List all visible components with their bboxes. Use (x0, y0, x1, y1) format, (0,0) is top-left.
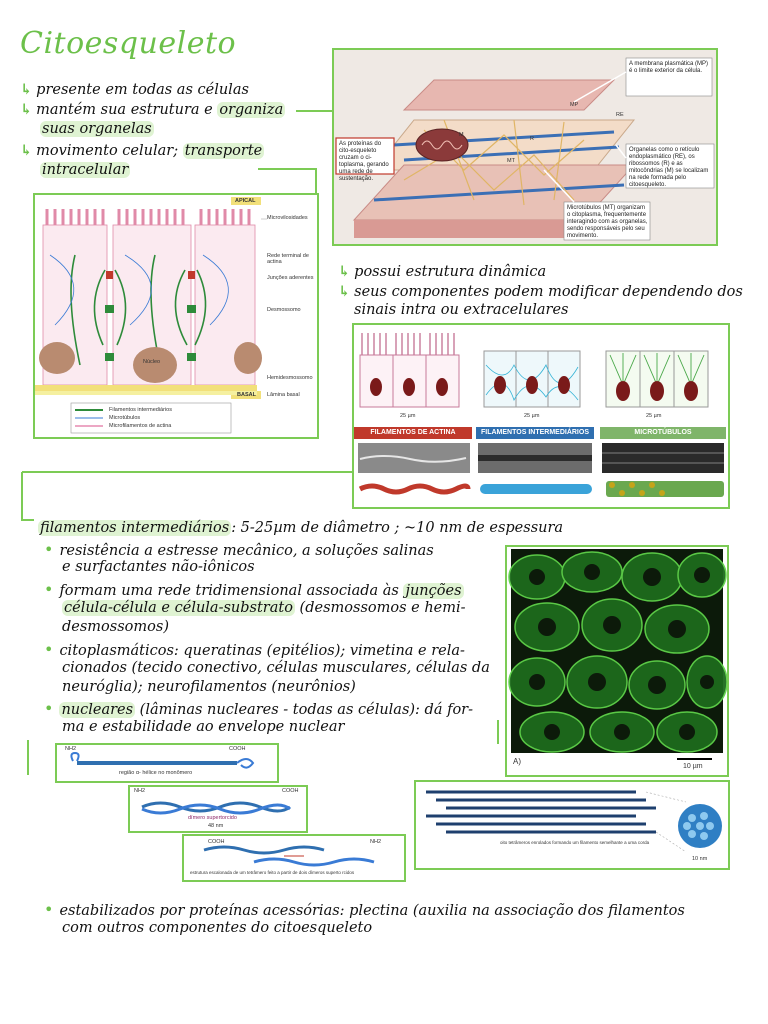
header-intermediate: FILAMENTOS INTERMEDIÁRIOS (481, 429, 589, 436)
label-hemidesmosome: Hemidesmossomo (267, 375, 313, 381)
monomer-box (55, 743, 279, 783)
label-desmosome: Desmossomo (267, 307, 301, 313)
dimer-size: 48 nm (208, 823, 224, 829)
if-bullet-3: • citoplasmáticos: queratinas (epitélios); vimetina e rela- (44, 640, 465, 659)
dimer-cooh: COOH (282, 788, 299, 794)
bullet-icon: • (44, 640, 54, 659)
header-microtubules: MICROTÚBULOS (634, 429, 692, 436)
label-microvilli: Microvilosidades (267, 215, 308, 221)
if-bullet-3-cont: cionados (tecido conectivo, células musculares, células da (62, 660, 490, 676)
label-m: M (459, 132, 464, 138)
callout-membrane: A membrana plasmática (MP) é o limite exterior da célula. (629, 61, 709, 74)
monomer-nh2: NH2 (65, 746, 77, 752)
page-title: Citoesqueleto (20, 26, 237, 61)
fluorescence-micrograph (507, 547, 727, 775)
label-basal-lamina: Lâmina basal (267, 392, 300, 398)
bullet-icon: • (44, 580, 54, 599)
label-adherens: Junções aderentes (267, 275, 314, 281)
if-bullet-2: • formam uma rede tridimensional associada às junções (44, 580, 462, 599)
tetramer-box (182, 834, 406, 882)
arrow-icon: ↳ (20, 142, 33, 159)
arrow-icon: ↳ (338, 263, 351, 280)
tetramer-caption: estrutura escalonada de um tetrâmero feito a partir de dois dímeros superto rcidos (190, 870, 355, 875)
label-apical: APICAL (235, 198, 256, 204)
if-bullet-2-cont2: desmossomos) (62, 619, 169, 635)
if-bullet-2-cont: célula-célula e célula-substrato (desmossomos e hemi- (64, 600, 466, 616)
rope-size: 10 nm (692, 856, 708, 862)
header-actin: FILAMENTOS DE ACTINA (370, 429, 456, 436)
legend-microtubules: Microtúbulos (109, 415, 141, 421)
dynamic-line-3: sinais intra ou extracelulares (354, 302, 569, 318)
label-r: R (530, 136, 534, 142)
bullet-icon: • (44, 900, 54, 919)
arrow-icon: ↳ (20, 81, 33, 98)
intro-line-2: ↳ mantém sua estrutura e organiza (20, 101, 284, 118)
filament-types-box (352, 323, 730, 509)
micrograph-scale: 10 µm (683, 763, 703, 770)
callout-left: As proteínas do cito-esqueleto cruzam o ci-toplasma, gerando uma rede de sustentação. (339, 141, 389, 182)
bullet-icon: • (44, 540, 54, 559)
tetramer-nh2: NH2 (370, 839, 382, 845)
label-mp: MP (570, 102, 579, 108)
dynamic-line-2: ↳ seus componentes podem modificar dependendo dos (338, 283, 743, 300)
dimer-nh2: NH2 (134, 788, 146, 794)
label-nucleus: Núcleo (143, 359, 161, 365)
dimer-caption: dímero supertorcido (188, 815, 237, 821)
label-re: RE (616, 112, 624, 118)
scale-25um-3: 25 µm (646, 413, 662, 419)
if-bullet-3-cont2: neuróglia); neurofilamentos (neurônios) (62, 679, 356, 695)
label-basal: BASAL (237, 392, 256, 398)
intro-line-4: ↳ movimento celular; transporte (20, 142, 263, 159)
intro-line-5: intracelular (42, 162, 129, 178)
if-heading: filamentos intermediários : 5-25µm de diâmetro ; ~10 nm de espessura (40, 520, 564, 536)
footer-line-1: • estabilizados por proteínas acessórias: plectina (auxilia na associação dos filamentos (44, 900, 685, 919)
micrograph-label: A) (513, 757, 521, 766)
intro-line-3: suas organelas (42, 121, 152, 137)
monomer-caption: região α- hélice no monômero (119, 770, 193, 776)
footer-line-2: com outros componentes do citoesqueleto (62, 920, 373, 936)
bullet-icon: • (44, 699, 54, 718)
dynamic-line-1: ↳ possui estrutura dinâmica (338, 263, 547, 280)
arrow-icon: ↳ (20, 101, 33, 118)
scale-25um-2: 25 µm (524, 413, 540, 419)
filament-rope-box (414, 780, 730, 870)
filament-rope-illustration (416, 782, 728, 868)
tetramer-cooh: COOH (208, 839, 225, 845)
dimer-box (128, 785, 308, 833)
label-actin-network: Rede terminal de actina (267, 253, 309, 265)
if-bullet-1-cont: e surfactantes não-iônicos (62, 559, 255, 575)
intro-line-1: ↳ presente em todas as células (20, 81, 249, 98)
monomer-cooh: COOH (229, 746, 246, 752)
label-mt: MT (507, 158, 515, 164)
epithelium-illustration (35, 195, 317, 437)
legend-actin: Microfilamentos de actina (109, 423, 172, 429)
callout-microtubules: Microtúbulos (MT) organizam o citoplasma, frequentemente interagindo com as organelas, sendo responsáveis pelo seu movimento. (567, 205, 648, 239)
callout-organelles: Organelas como o retículo endoplasmático (RE), os ribossomos (R) e as mitocôndrias (M) se localizam na rede formada pelo citoesqueleto. (629, 147, 709, 188)
arrow-icon: ↳ (338, 283, 351, 300)
rope-caption: oito tetrâmeros enrolados formando um filamento semelhante a uma corda (500, 840, 650, 845)
micrograph-box (505, 545, 729, 777)
cytoskeleton-diagram-box (332, 48, 718, 246)
if-bullet-4: • nucleares (lâminas nucleares - todas as células): dá for- (44, 699, 474, 718)
epithelium-diagram-box (33, 193, 319, 439)
scale-25um-1: 25 µm (400, 413, 416, 419)
legend-intermediate: Filamentos intermediários (109, 407, 172, 413)
if-bullet-4-cont: ma e estabilidade ao envelope nuclear (62, 719, 345, 735)
if-bullet-1: • resistência a estresse mecânico, a soluções salinas (44, 540, 434, 559)
